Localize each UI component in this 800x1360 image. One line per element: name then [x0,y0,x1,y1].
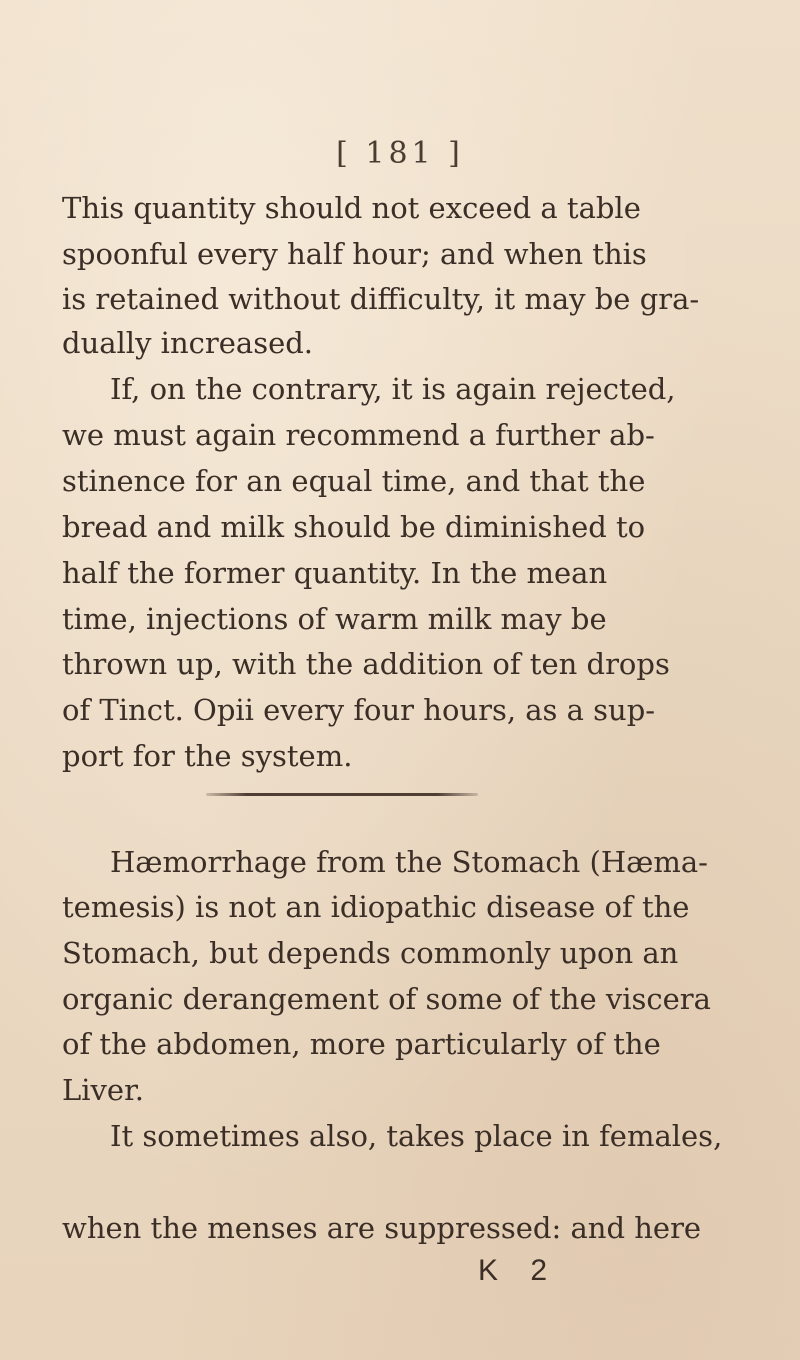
text-line: If, on the contrary, it is again rejected, [110,372,676,406]
text-line: It sometimes also, takes place in females, [110,1119,723,1153]
text-line: thrown up, with the addition of ten drops [62,647,670,681]
text-line: of Tinct. Opii every four hours, as a sup- [62,693,656,727]
text-line: Liver. [62,1073,144,1107]
text-line: organic derangement of some of the viscera [62,982,711,1016]
text-line: when the menses are suppressed: and here [62,1211,702,1245]
text-line: half the former quantity. In the mean [62,556,608,590]
text-line: time, injections of warm milk may be [62,602,607,636]
text-line: of the abdomen, more particularly of the [62,1027,661,1061]
text-line: This quantity should not exceed a table [62,191,641,225]
text-line: Stomach, but depends commonly upon an [62,936,679,970]
text-line: is retained without difficulty, it may be gra- [62,282,700,316]
signature-mark: K 2 [478,1254,560,1287]
text-line: spoonful every half hour; and when this [62,237,647,271]
text-line: temesis) is not an idiopathic disease of the [62,890,690,924]
text-line: Hæmorrhage from the Stomach (Hæma- [110,845,708,879]
text-line: we must again recommend a further ab- [62,418,655,452]
text-line: stinence for an equal time, and that the [62,464,646,498]
text-line: bread and milk should be diminished to [62,510,646,544]
text-line: dually increased. [62,326,314,360]
text-line: port for the system. [62,739,353,773]
section-divider [206,793,478,796]
page-number: [ 181 ] [336,136,464,171]
